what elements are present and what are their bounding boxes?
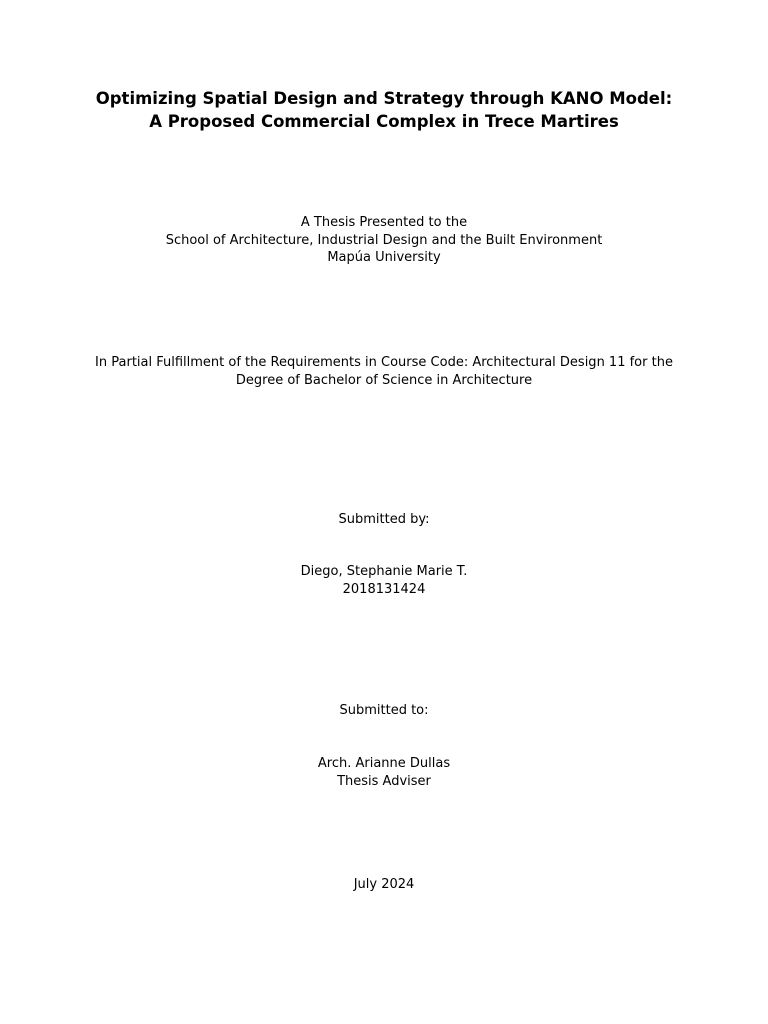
submitted-by-label: Submitted by: — [338, 512, 430, 527]
fulfillment-line-2: Degree of Bachelor of Science in Architecture — [235, 372, 533, 388]
author-block — [0, 563, 768, 598]
presented-to-line: A Thesis Presented to the — [300, 215, 468, 230]
submitted-to-label: Submitted to: — [339, 703, 429, 718]
thesis-title — [0, 87, 768, 133]
fulfillment-line-1: In Partial Fulfillment of the Requirements in Course Code: Architectural Design 11 for the — [95, 355, 673, 370]
thesis-title-line-1: Optimizing Spatial Design and Strategy through KANO Model: — [95, 89, 673, 108]
date-block — [0, 876, 768, 894]
school-name: School of Architecture, Industrial Design and the Built Environment — [165, 232, 603, 248]
submission-date: July 2024 — [353, 877, 415, 892]
fulfillment-statement — [0, 354, 768, 389]
student-number: 2018131424 — [342, 581, 426, 597]
thesis-title-line-2: A Proposed Commercial Complex in Trece Martires — [149, 112, 619, 131]
submitted-by-label-block — [0, 511, 768, 529]
author-name: Diego, Stephanie Marie T. — [300, 564, 468, 579]
presented-to-block — [0, 214, 768, 267]
adviser-name: Arch. Arianne Dullas — [317, 756, 451, 771]
submitted-to-label-block — [0, 702, 768, 720]
adviser-block — [0, 755, 768, 790]
adviser-role: Thesis Adviser — [337, 773, 431, 789]
university-name: Mapúa University — [327, 250, 441, 265]
